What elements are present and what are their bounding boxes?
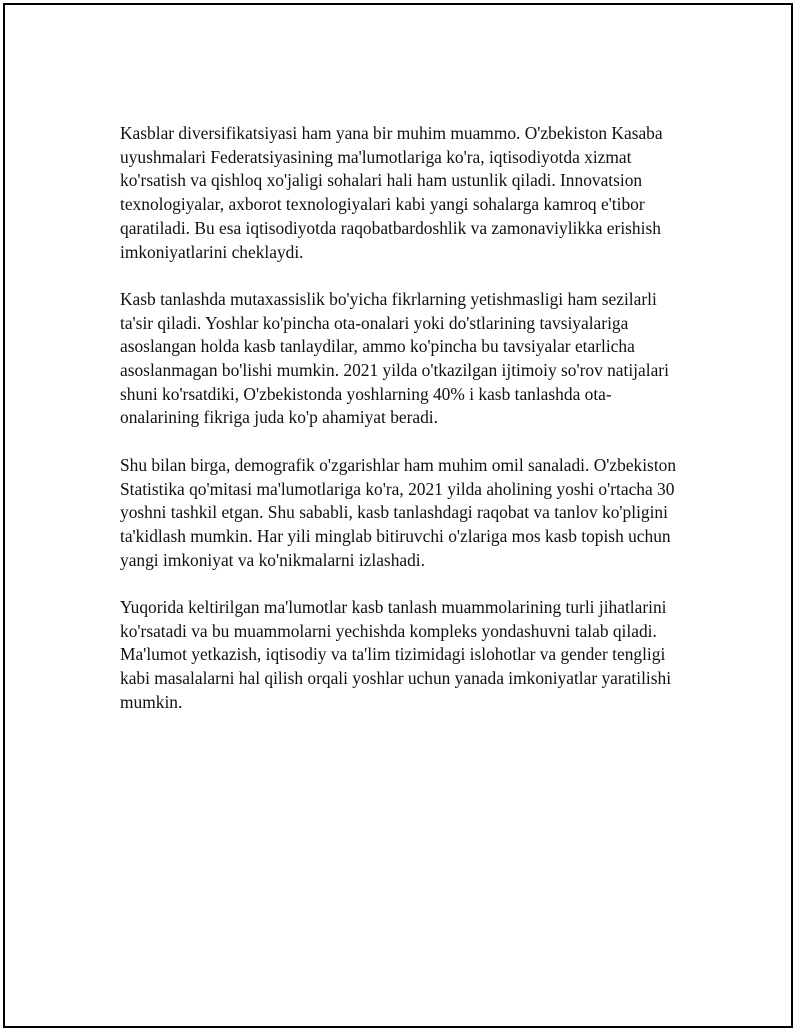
paragraph-diversification: Kasblar diversifikatsiyasi ham yana bir muhim muammo. O'zbekiston Kasaba uyushmalari Federatsiyasining ma'lumotlariga ko'ra, iqtisodiyotda xizmat ko'rsatish va qishloq xo'jaligi sohalari hali ham ustunlik qiladi. Innovatsion texnologiyalar, axborot texnologiyalari kabi yangi sohalarga kamroq e'tibor qaratiladi. Bu esa iqtisodiyotda raqobatbardoshlik va zamonaviylikka erishish imkoniyatlarini cheklaydi. [120,123,663,262]
paragraph-demographics: Shu bilan birga, demografik o'zgarishlar ham muhim omil sanaladi. O'zbekiston Statistika qo'mitasi ma'lumotlariga ko'ra, 2021 yilda aholining yoshi o'rtacha 30 yoshni tashkil etgan. Shu sababli, kasb tanlashdagi raqobat va tanlov ko'pligini ta'kidlash mumkin. Har yili minglab bitiruvchi o'zlariga mos kasb topish uchun yangi imkoniyat va ko'nikmalarni izlashadi. [120,454,677,570]
document-body [120,122,690,738]
paragraph-conclusion: Yuqorida keltirilgan ma'lumotlar kasb tanlash muammolarining turli jihatlarini ko'rsatadi va bu muammolarni yechishda kompleks yondashuvni talab qiladi. Ma'lumot yetkazish, iqtisodiy va ta'lim tizimidagi islohotlar va gender tengligi kabi masalalarni hal qilish orqali yoshlar uchun yanada imkoniyatlar yaratilishi mumkin. [120,597,672,712]
document-page [3,3,793,1028]
paragraph-career-advice: Kasb tanlashda mutaxassislik bo'yicha fikrlarning yetishmasligi ham sezilarli ta'sir qiladi. Yoshlar ko'pincha ota-onalari yoki do'stlarining tavsiyalariga asoslangan holda kasb tanlaydilar, ammo ko'pincha bu tavsiyalar etarlicha asoslanmagan bo'lishi mumkin. 2021 yilda o'tkazilgan ijtimoiy so'rov natijalari shuni ko'rsatdiki, O'zbekistonda yoshlarning 40% i kasb tanlashda ota-onalarining fikriga juda ko'p ahamiyat beradi. [120,288,669,428]
